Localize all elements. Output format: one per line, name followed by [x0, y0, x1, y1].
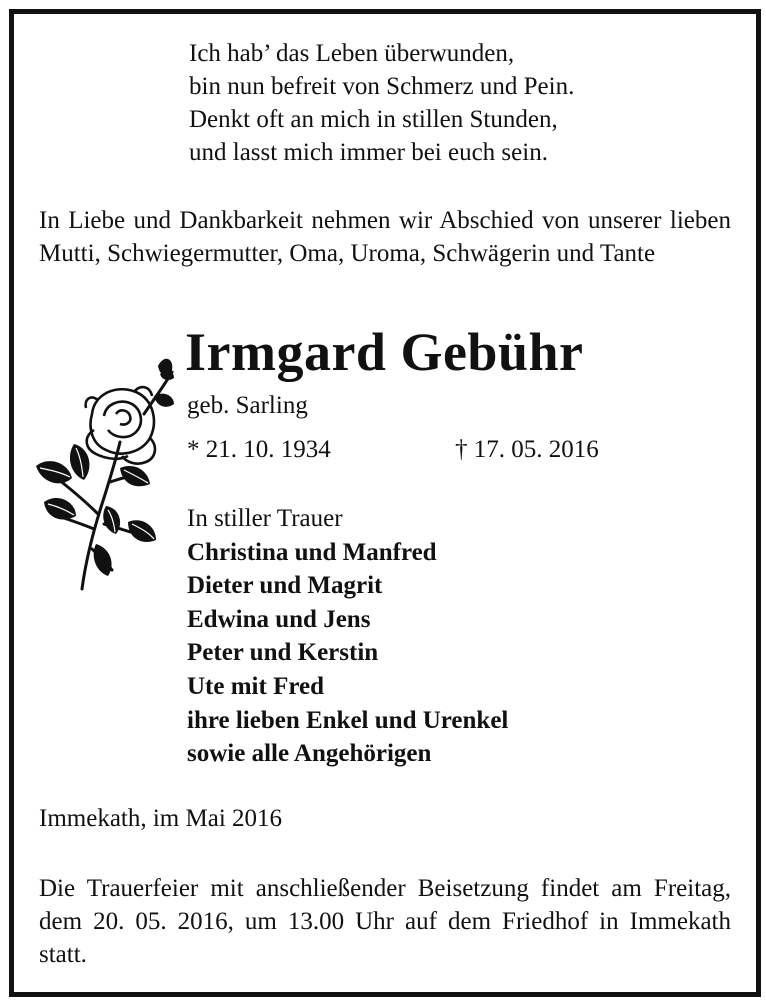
death-date: † 17. 05. 2016 [455, 436, 599, 463]
maiden-name: geb. Sarling [187, 392, 308, 419]
poem-line: Denkt oft an mich in stillen Stunden, [189, 106, 558, 133]
mourner-name: Peter und Kerstin [187, 639, 379, 667]
poem-line: und lasst mich immer bei euch sein. [189, 139, 548, 166]
mourner-name: Christina und Manfred [187, 538, 437, 566]
deceased-name: Irmgard Gebühr [185, 322, 584, 382]
mourner-name: Dieter und Magrit [187, 572, 383, 600]
mourners-lead: In stiller Trauer [187, 505, 343, 532]
birth-date: * 21. 10. 1934 [187, 436, 331, 463]
poem-line: Ich hab’ das Leben überwunden, [189, 40, 515, 67]
mourner-name: Edwina und Jens [187, 605, 371, 633]
mourner-name: ihre lieben Enkel und Urenkel [187, 706, 509, 734]
poem [189, 37, 574, 169]
place-date: Immekath, im Mai 2016 [39, 805, 283, 832]
mourner-name: sowie alle Angehörigen [187, 740, 432, 768]
mourners-list [187, 502, 508, 771]
intro-text: In Liebe und Dankbarkeit nehmen wir Abschied von unserer lieben Mutti, Schwiegermutter, Oma, Uroma, Schwägerin und Tante [39, 207, 731, 267]
poem-line: bin nun befreit von Schmerz und Pein. [189, 73, 575, 100]
rose-icon [24, 344, 174, 594]
mourner-name: Ute mit Fred [187, 672, 324, 700]
obituary-frame [9, 9, 761, 997]
funeral-notice: Die Trauerfeier mit anschließender Beisetzung findet am Freitag, dem 20. 05. 2016, um 13.00 Uhr auf dem Friedhof in Immekath statt. [39, 875, 731, 968]
